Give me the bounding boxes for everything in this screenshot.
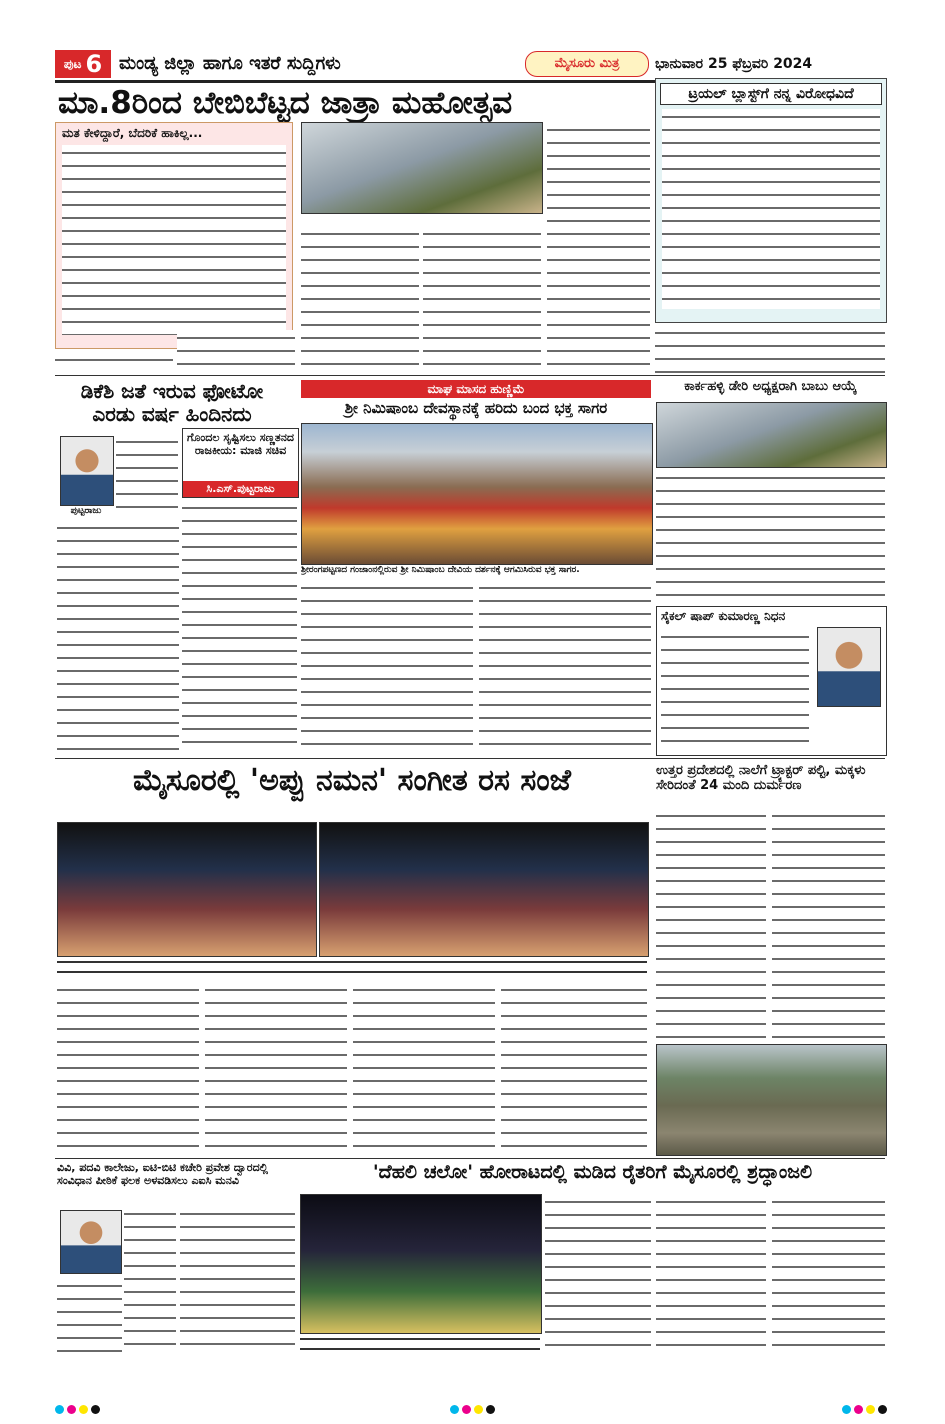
brand-logo: ಮೈಸೂರು ಮಿತ್ರ (525, 51, 649, 77)
nimishamba-body-a (301, 580, 473, 754)
temple-side-headline: ಮತ ಕೇಳಿದ್ದಾರೆ, ಬೆದರಿಕೆ ಹಾಕಿಲ್ಲ... (62, 126, 203, 140)
appu-stage-photo-left (57, 822, 317, 957)
nimishamba-headline: ಶ್ರೀ ನಿಮಿಷಾಂಬ ದೇವಸ್ಥಾನಕ್ಕೆ ಹರಿದು ಬಂದ ಭಕ್ತ ಸಾಗರ (344, 399, 608, 417)
delhi-body-b (656, 1194, 766, 1356)
lead-column-b (423, 226, 541, 366)
appu-headline: ಮೈಸೂರಲ್ಲಿ 'ಅಪ್ಪು ನಮನ' ಸಂಗೀತ ರಸ ಸಂಜೆ (132, 763, 571, 798)
page-label: ಪುಟ (63, 56, 82, 71)
dateline: ಭಾನುವಾರ 25 ಫೆಬ್ರವರಿ 2024 (655, 56, 813, 72)
dkshi-body-lower (57, 520, 179, 754)
temple-lower-text-2 (177, 330, 295, 372)
delhi-chalo-photo (300, 1194, 542, 1334)
divider-2 (55, 758, 885, 759)
delhi-chalo-caption (300, 1334, 540, 1356)
registration-dot-cyan (842, 1405, 851, 1414)
registration-dot-cyan (55, 1405, 64, 1414)
appu-caption (57, 957, 647, 977)
up-headline: ಉತ್ತರ ಪ್ರದೇಶದಲ್ಲಿ ನಾಲೆಗೆ ಟ್ರ್ಯಾಕ್ಟರ್ ಪಲ್ಟಿ, ಮಕ್ಕಳು ಸೇರಿದಂತೆ 24 ಮಂದಿ ದುರ್ಮರಣ (656, 763, 866, 793)
lead-press-photo (301, 122, 543, 214)
up-body-b (772, 808, 885, 1038)
up-river-photo (656, 1044, 887, 1156)
dkshi-headline: ಡಿಕೆಶಿ ಜತೆ ಇರುವ ಫೋಟೋ ಎರಡು ವರ್ಷ ಹಿಂದಿನದು (80, 379, 264, 426)
lead-column-a (301, 226, 419, 366)
masthead (55, 50, 885, 80)
page-number-box (55, 50, 111, 78)
karkahalli-photo (656, 402, 887, 468)
gondala-headline: ಗೊಂದಲ ಸೃಷ್ಟಿಸಲು ಸಣ್ಣತನದ ರಾಜಕೀಯ: ಮಾಜಿ ಸಚಿವ (187, 431, 294, 457)
vv-portrait (60, 1210, 122, 1274)
registration-dot-black (91, 1405, 100, 1414)
section-title: ಮಂಡ್ಯ ಜಿಲ್ಲಾ ಹಾಗೂ ಇತರೆ ಸುದ್ದಿಗಳು (119, 53, 341, 74)
registration-dot-magenta (67, 1405, 76, 1414)
lead-headline: ಮಾ.8ರಿಂದ ಬೇಬಿಬೆಟ್ಟದ ಜಾತ್ರಾ ಮಹೋತ್ಸವ (58, 85, 513, 121)
appu-stage-photo-right (319, 822, 649, 957)
divider-1 (55, 375, 885, 376)
nimishamba-caption: ಶ್ರೀರಂಗಪಟ್ಟಣದ ಗಂಜಾಂನಲ್ಲಿರುವ ಶ್ರೀ ನಿಮಿಷಾಂಬ ದೇವಿಯ ದರ್ಶನಕ್ಕೆ ಆಗಮಿಸಿರುವ ಭಕ್ತ ಸಾಗರ. (301, 565, 580, 575)
trial-blast-body (662, 109, 880, 309)
dkshi-body-right (182, 500, 297, 754)
registration-dot-black (878, 1405, 887, 1414)
cycle-shop-body (661, 629, 809, 749)
registration-dot-yellow (474, 1405, 483, 1414)
vv-body-lower (57, 1278, 122, 1356)
appu-body-d (501, 982, 647, 1154)
temple-lower-text (55, 352, 173, 372)
delhi-body-c (772, 1194, 885, 1356)
registration-dot-yellow (866, 1405, 875, 1414)
lead-column-c (547, 122, 650, 367)
vv-college-headline: ವಿವಿ, ಪದವಿ ಕಾಲೇಜು, ಐಟಿ-ಬಿಟಿ ಕಚೇರಿ ಪ್ರವೇಶ ದ್ವಾರದಲ್ಲಿ ಸಂವಿಧಾನ ಪೀಠಿಕೆ ಫಲಕ ಅಳವಡಿಸಲು ಎಐಸಿ ಮನವಿ (57, 1161, 268, 1187)
trial-continued (655, 325, 885, 373)
trial-blast-box (655, 78, 887, 323)
page-number: 6 (85, 50, 103, 78)
registration-dot-magenta (462, 1405, 471, 1414)
registration-dot-magenta (854, 1405, 863, 1414)
appu-body-a (57, 982, 199, 1154)
gondala-author: ಸಿ.ಎಸ್.ಪುಟ್ಟರಾಜು (183, 481, 298, 497)
delhi-body-a (545, 1194, 651, 1356)
registration-dot-cyan (450, 1405, 459, 1414)
appu-body-b (205, 982, 347, 1154)
divider-3 (55, 1158, 885, 1159)
appu-body-c (353, 982, 495, 1154)
registration-dot-black (486, 1405, 495, 1414)
trial-blast-headline: ಟ್ರಯಲ್ ಬ್ಲಾಸ್ಟ್‌ಗೆ ನನ್ನ ವಿರೋಧವಿದೆ (660, 83, 882, 105)
karkahalli-body (656, 470, 885, 602)
nimishamba-crowd-photo (301, 423, 653, 565)
vv-body-a (124, 1206, 176, 1356)
registration-dot-yellow (79, 1405, 88, 1414)
karkahalli-headline: ಕಾರ್ಕಹಳ್ಳಿ ಡೇರಿ ಅಧ್ಯಕ್ಷರಾಗಿ ಬಾಬು ಆಯ್ಕೆ (684, 379, 857, 394)
kumaranna-portrait (817, 627, 881, 707)
puttaraju-portrait (60, 436, 114, 506)
magha-band: ಮಾಘ ಮಾಸದ ಹುಣ್ಣಿಮೆ (301, 380, 651, 398)
dkshi-body-left (116, 434, 178, 518)
gondala-box (182, 428, 299, 498)
up-body-a (656, 808, 766, 1038)
temple-side-body (62, 145, 286, 335)
vv-body-b (180, 1206, 295, 1356)
lead-photo-caption (301, 214, 541, 224)
delhi-chalo-headline: 'ದೆಹಲಿ ಚಲೋ' ಹೋರಾಟದಲ್ಲಿ ಮಡಿದ ರೈತರಿಗೆ ಮೈಸೂರಲ್ಲಿ ಶ್ರದ್ಧಾಂಜಲಿ (372, 1161, 813, 1183)
cycle-shop-box (656, 606, 887, 756)
temple-side-box (55, 122, 293, 349)
puttaraju-caption: ಪುಟ್ಟರಾಜು (70, 506, 102, 516)
cycle-shop-headline: ಸೈಕಲ್ ಷಾಪ್ ಕುಮಾರಣ್ಣ ನಿಧನ (661, 609, 786, 623)
nimishamba-body-b (479, 580, 651, 754)
